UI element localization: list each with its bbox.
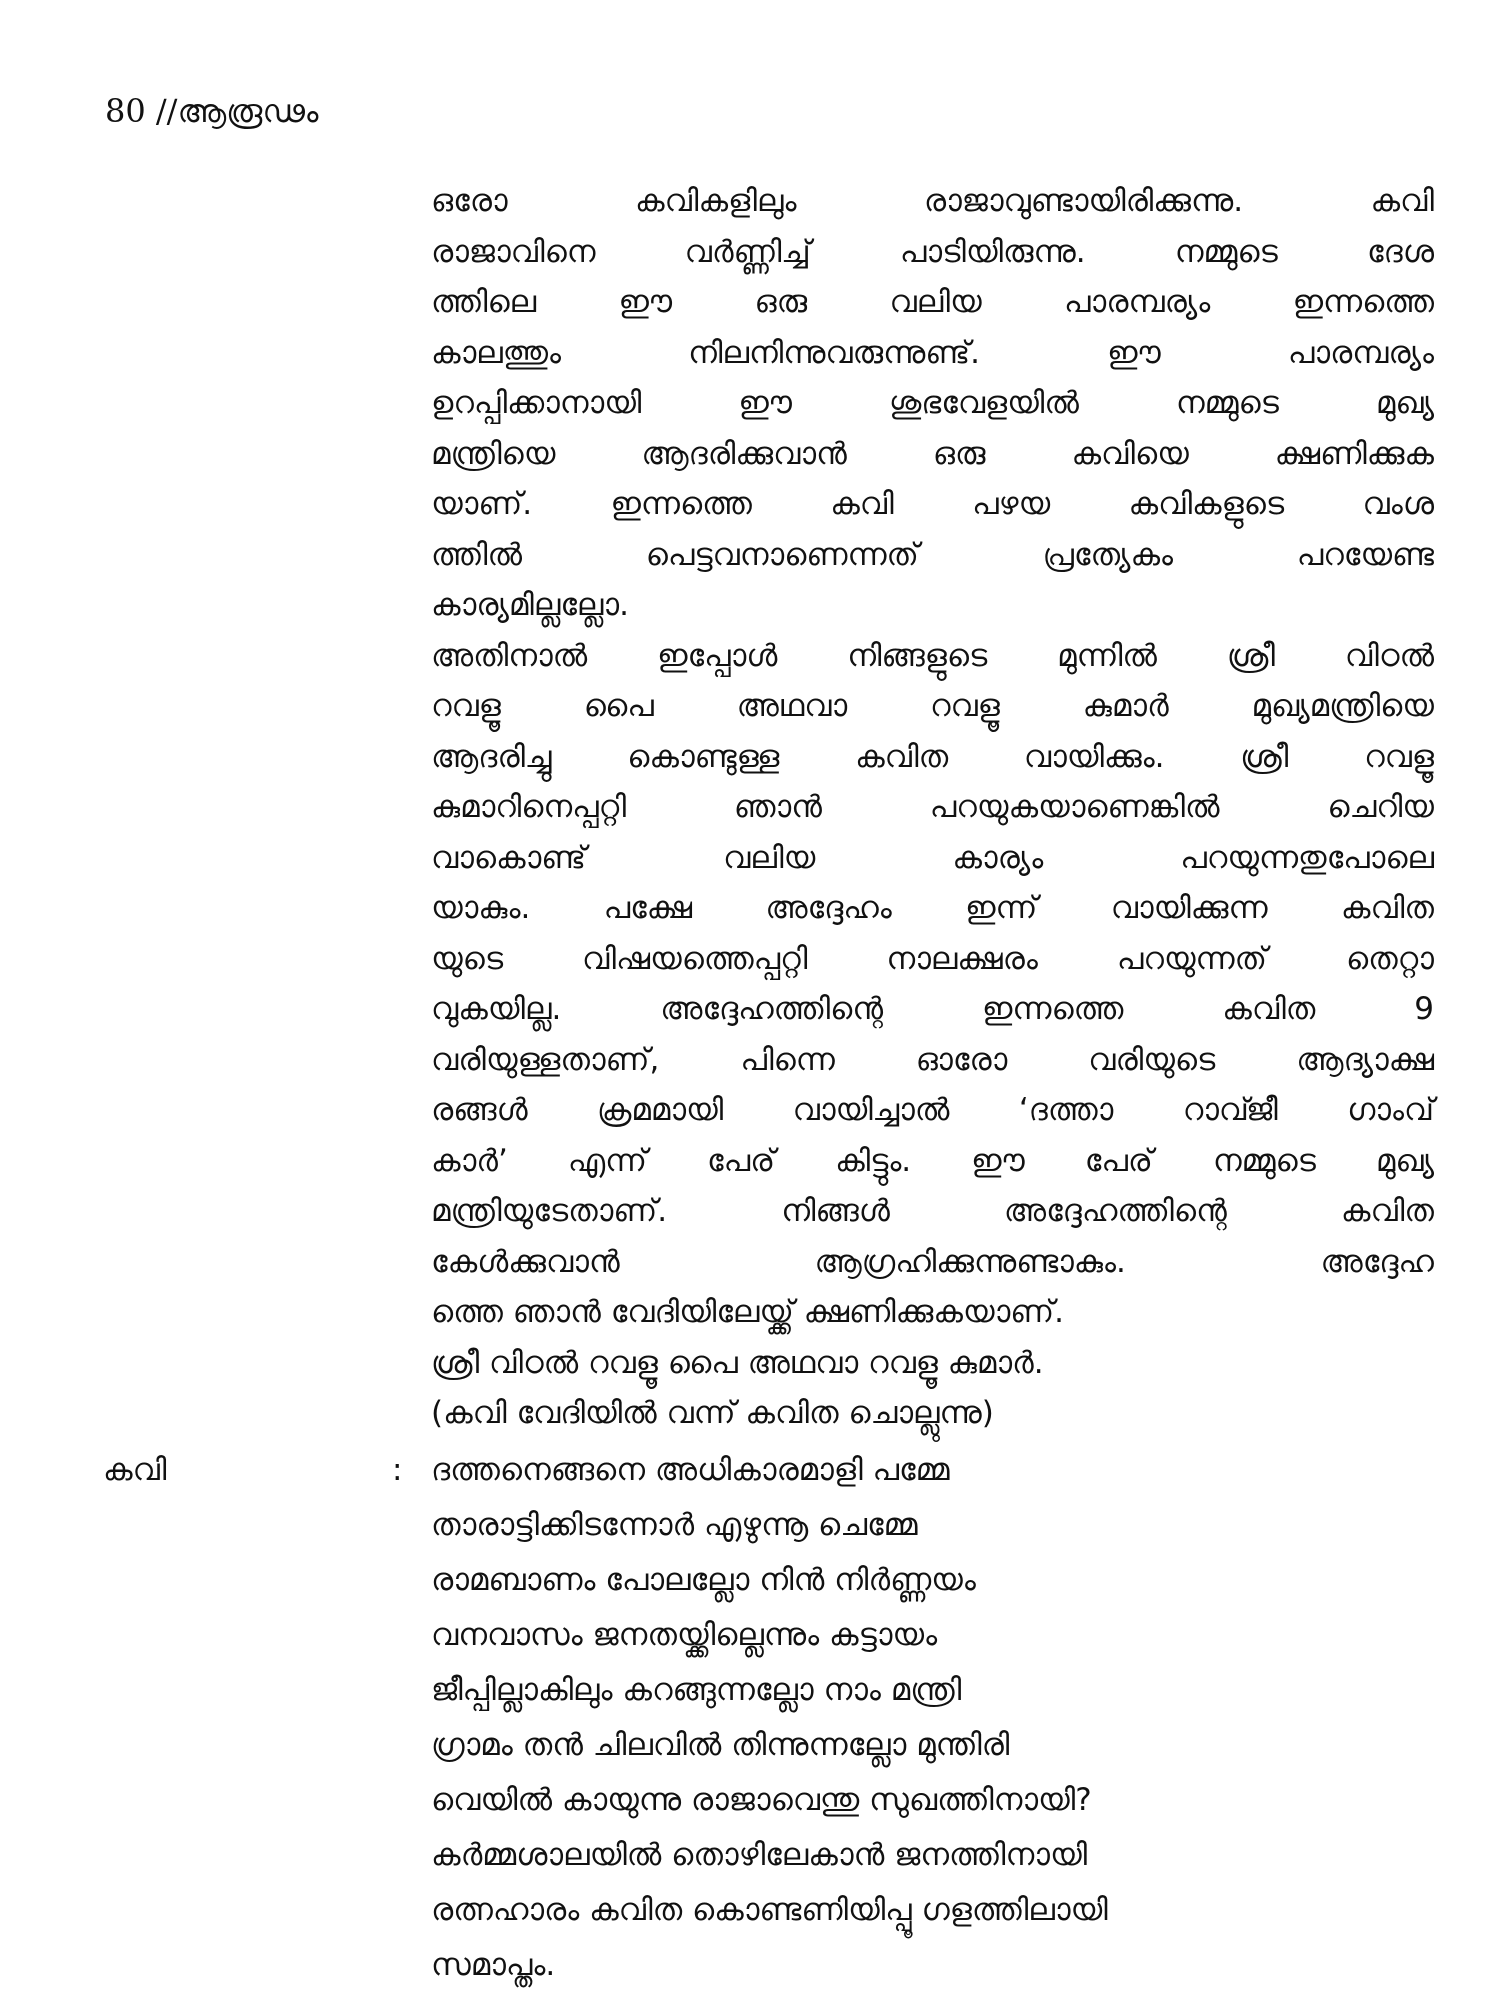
text-line: കേൾക്കുവാൻ ആഗ്രഹിക്കുന്നുണ്ടാകും. അദ്ദേഹ (431, 1243, 1434, 1280)
poem-line: സമാപ്തം. (431, 1947, 556, 1983)
speaker-label: കവി (103, 1452, 167, 1488)
poem-line: വനവാസം ജനതയ്ക്കില്ലെന്നും കട്ടായം (431, 1617, 938, 1653)
text-line: കാർ’ എന്ന് പേര് കിട്ടും. ഈ പേര് നമ്മുടെ മുഖ്യ (431, 1142, 1434, 1179)
page-header: 80 //ആരൂഢം (105, 92, 319, 130)
poem-line: ദത്തനെങ്ങനെ അധികാരമാളി പമ്മേ (431, 1452, 950, 1488)
poem-line: ജീപ്പില്ലാകിലും കറങ്ങുന്നല്ലോ നാം മന്ത്രി (431, 1672, 962, 1708)
text-line: ഒരോ കവികളിലും രാജാവുണ്ടായിരിക്കുന്നു. കവി (431, 183, 1434, 219)
text-line: ത്തിൽ പെട്ടവനാണെന്നത് പ്രത്യേകം പറയേണ്ട (431, 536, 1434, 573)
text-line: യാണ്. ഇന്നത്തെ കവി പഴയ കവികളുടെ വംശ (431, 486, 1434, 522)
text-line: കുമാറിനെപ്പറ്റി ഞാൻ പറയുകയാണെങ്കിൽ ചെറിയ (431, 789, 1434, 825)
text-line: റവളൂ പൈ അഥവാ റവളൂ കുമാർ മുഖ്യമന്ത്രിയെ (431, 688, 1434, 724)
text-line: യുടെ വിഷയത്തെപ്പറ്റി നാലക്ഷരം പറയുന്നത് തെറ്റാ (431, 940, 1434, 977)
text-line: രങ്ങൾ ക്രമമായി വായിച്ചാൽ ‘ദത്താ റാവ്ജീ ഗാംവ് (431, 1092, 1434, 1128)
text-line: ശ്രീ വിഠൽ റവളൂ പൈ അഥവാ റവളൂ കുമാർ. (431, 1344, 1044, 1381)
text-line: വരിയുള്ളതാണ്, പിന്നെ ഓരോ വരിയുടെ ആദ്യാക്ഷ (431, 1041, 1434, 1078)
text-line: കാര്യമില്ലല്ലോ. (431, 587, 629, 623)
text-line: (കവി വേദിയിൽ വന്ന് കവിത ചൊല്ലുന്നു) (431, 1395, 994, 1431)
speaker-separator: : (392, 1452, 403, 1488)
poem-line: ഗ്രാമം തൻ ചിലവിൽ തിന്നുന്നല്ലോ മുന്തിരി (431, 1727, 1010, 1763)
poem-line: രത്നഹാരം കവിത കൊണ്ടണിയിപ്പൂ ഗളത്തിലായി (431, 1892, 1108, 1928)
prose-body (431, 176, 1434, 1439)
poem-line: കർമ്മശാലയിൽ തൊഴിലേകാൻ ജനത്തിനായി (431, 1837, 1088, 1873)
text-line: രാജാവിനെ വർണ്ണിച്ച് പാടിയിരുന്നു. നമ്മുടെ ദേശ (431, 233, 1434, 270)
text-line: മന്ത്രിയെ ആദരിക്കുവാൻ ഒരു കവിയെ ക്ഷണിക്കുക (431, 435, 1434, 472)
text-line: വുകയില്ല. അദ്ദേഹത്തിന്റെ ഇന്നത്തെ കവിത 9 (431, 991, 1434, 1027)
text-line: മന്ത്രിയുടേതാണ്. നിങ്ങൾ അദ്ദേഹത്തിന്റെ കവിത (431, 1193, 1434, 1229)
poem-line: താരാട്ടിക്കിടന്നോർ എഴുന്നൂ ചെമ്മേ (431, 1507, 918, 1543)
text-line: ഉറപ്പിക്കാനായി ഈ ശുഭവേളയിൽ നമ്മുടെ മുഖ്യ (431, 385, 1434, 421)
text-line: ആദരിച്ചു കൊണ്ടുള്ള കവിത വായിക്കും. ശ്രീ റവളൂ (431, 738, 1434, 775)
text-line: ത്തെ ഞാൻ വേദിയിലേയ്ക്ക് ക്ഷണിക്കുകയാണ്. (431, 1294, 1065, 1330)
text-line: അതിനാൽ ഇപ്പോൾ നിങ്ങളുടെ മുന്നിൽ ശ്രീ വിഠൽ (431, 637, 1434, 674)
poem-line: വെയിൽ കായുന്നു രാജാവെന്തു സുഖത്തിനായി? (431, 1782, 1092, 1818)
text-line: യാകും. പക്ഷേ അദ്ദേഹം ഇന്ന് വായിക്കുന്ന കവിത (431, 890, 1434, 926)
poem-line: രാമബാണം പോലല്ലോ നിൻ നിർണ്ണയം (431, 1562, 976, 1598)
text-line: ത്തിലെ ഈ ഒരു വലിയ പാരമ്പര്യം ഇന്നത്തെ (431, 284, 1434, 320)
poem-body (431, 1443, 1434, 1993)
text-line: വാകൊണ്ട് വലിയ കാര്യം പറയുന്നതുപോലെ (431, 839, 1434, 876)
text-line: കാലത്തും നിലനിന്നുവരുന്നുണ്ട്. ഈ പാരമ്പര്യം (431, 334, 1434, 371)
